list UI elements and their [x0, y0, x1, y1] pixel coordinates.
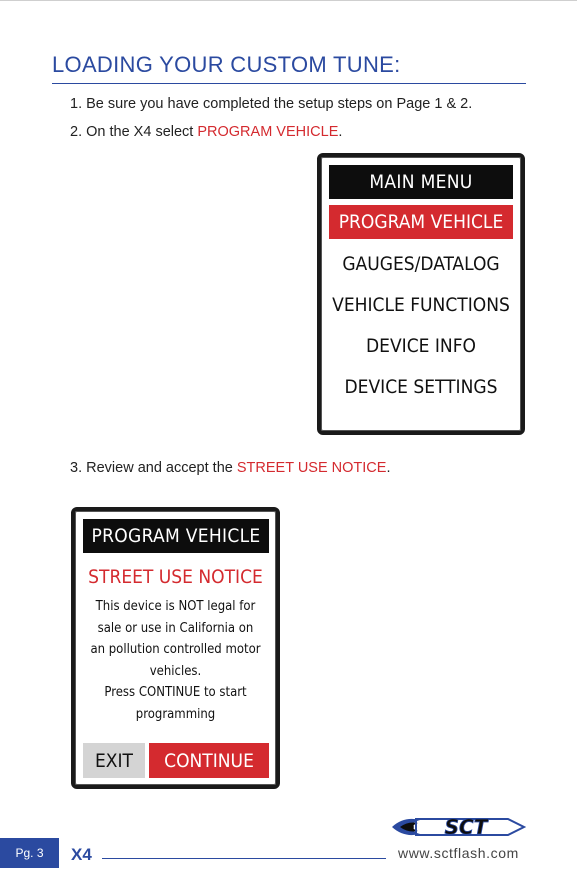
menu-item-device-info[interactable]: DEVICE INFO — [366, 335, 476, 357]
notice-line: Press CONTINUE to start — [104, 685, 247, 700]
menu-item-vehicle-functions[interactable]: VEHICLE FUNCTIONS — [332, 294, 510, 316]
notice-screen-title: PROGRAM VEHICLE — [83, 519, 269, 553]
menu-item-program-vehicle[interactable]: PROGRAM VEHICLE — [329, 205, 513, 239]
logo-text: SCT — [444, 815, 488, 839]
step-3-text: 3. Review and accept the — [70, 460, 237, 476]
page-number-tab: Pg. 3 — [0, 838, 59, 868]
street-use-notice-screen — [71, 507, 280, 789]
menu-item-device-settings[interactable]: DEVICE SETTINGS — [344, 376, 498, 398]
model-label: X4 — [71, 845, 92, 864]
step-3-suffix: . — [386, 460, 391, 476]
notice-line: programming — [135, 706, 216, 722]
notice-body — [75, 596, 276, 725]
notice-line: sale or use in California on — [97, 620, 254, 636]
step-2-highlight: PROGRAM VEHICLE — [197, 124, 339, 140]
exit-button[interactable]: EXIT — [83, 743, 145, 778]
heading-divider — [52, 83, 526, 84]
sct-logo — [390, 810, 526, 844]
step-2-text: 2. On the X4 select — [70, 124, 198, 140]
footer-divider — [102, 858, 386, 859]
notice-line: an pollution controlled motor — [90, 642, 261, 657]
step-1 — [70, 96, 472, 112]
notice-line: vehicles. — [149, 663, 202, 679]
continue-button[interactable]: CONTINUE — [149, 743, 269, 778]
street-use-notice-title: STREET USE NOTICE — [88, 566, 263, 588]
main-menu-screen — [317, 153, 525, 435]
step-3 — [70, 460, 390, 476]
website-url[interactable]: www.sctflash.com — [398, 845, 519, 861]
page-heading: LOADING YOUR CUSTOM TUNE: — [52, 52, 401, 77]
step-2 — [70, 124, 342, 140]
step-2-suffix: . — [338, 124, 343, 140]
step-1-text: 1. Be sure you have completed the setup steps on Page 1 & 2. — [70, 96, 473, 112]
step-3-highlight: STREET USE NOTICE — [236, 460, 387, 476]
menu-item-gauges-datalog[interactable]: GAUGES/DATALOG — [342, 253, 500, 275]
main-menu-title: MAIN MENU — [329, 165, 513, 199]
notice-line: This device is NOT legal for — [95, 599, 256, 614]
top-rule — [0, 0, 577, 1]
